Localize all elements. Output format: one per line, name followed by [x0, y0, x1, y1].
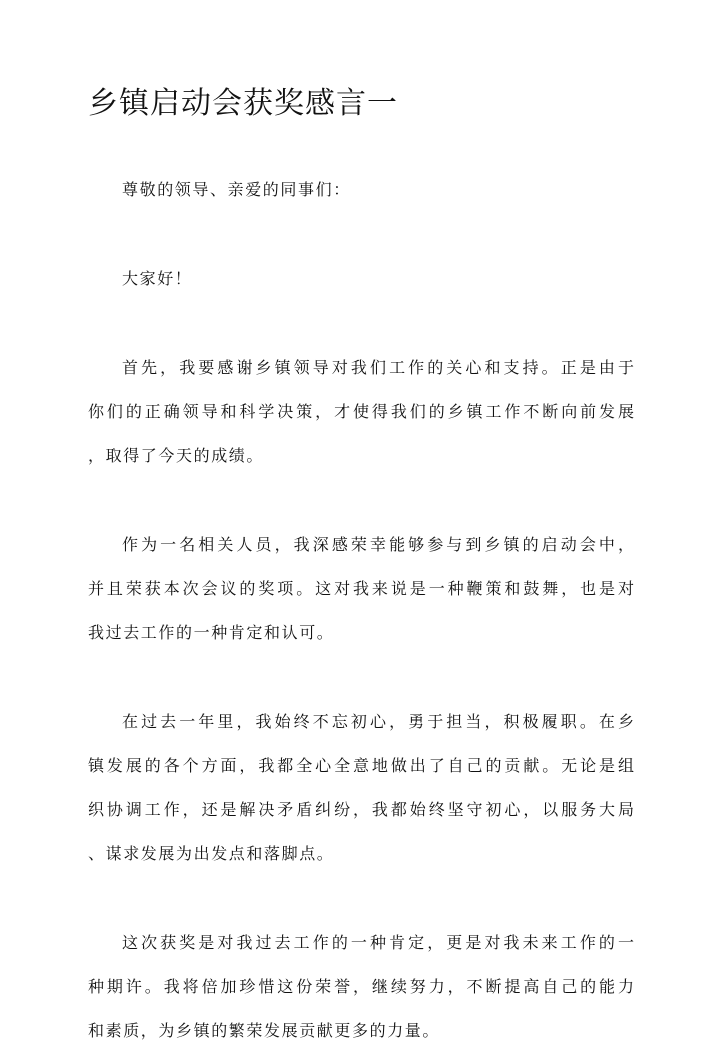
paragraph-line: 、谋求发展为出发点和落脚点。	[88, 844, 335, 863]
greeting: 大家好！	[122, 269, 193, 288]
paragraph-3	[88, 700, 634, 876]
paragraph-line: 镇发展的各个方面，我都全心全意地做出了自己的贡献。无论是组	[88, 756, 634, 775]
document-body	[88, 168, 634, 1053]
paragraph-4	[88, 921, 634, 1053]
paragraph-line: 并且荣获本次会议的奖项。这对我来说是一种鞭策和鼓舞，也是对	[88, 579, 634, 598]
paragraph-2	[88, 523, 634, 655]
paragraph-line: 和素质，为乡镇的繁荣发展贡献更多的力量。	[88, 1021, 441, 1040]
paragraph-line: 织协调工作，还是解决矛盾纠纷，我都始终坚守初心，以服务大局	[88, 800, 634, 819]
paragraph-line: 首先，我要感谢乡镇领导对我们工作的关心和支持。正是由于	[122, 358, 634, 377]
salutation: 尊敬的领导、亲爱的同事们：	[122, 180, 351, 199]
paragraph-line: 作为一名相关人员，我深感荣幸能够参与到乡镇的启动会中，	[122, 535, 634, 554]
paragraph-line: 种期许。我将倍加珍惜这份荣誉，继续努力，不断提高自己的能力	[88, 977, 634, 996]
paragraph-line: 我过去工作的一种肯定和认可。	[88, 623, 335, 642]
paragraph-line: 这次获奖是对我过去工作的一种肯定，更是对我未来工作的一	[122, 933, 634, 952]
paragraph-1	[88, 346, 634, 478]
paragraph-line: ，取得了今天的成绩。	[88, 446, 265, 465]
paragraph-line: 你们的正确领导和科学决策，才使得我们的乡镇工作不断向前发展	[88, 402, 634, 421]
document-title: 乡镇启动会获奖感言一	[88, 86, 398, 121]
paragraph-line: 在过去一年里，我始终不忘初心，勇于担当，积极履职。在乡	[122, 712, 634, 731]
